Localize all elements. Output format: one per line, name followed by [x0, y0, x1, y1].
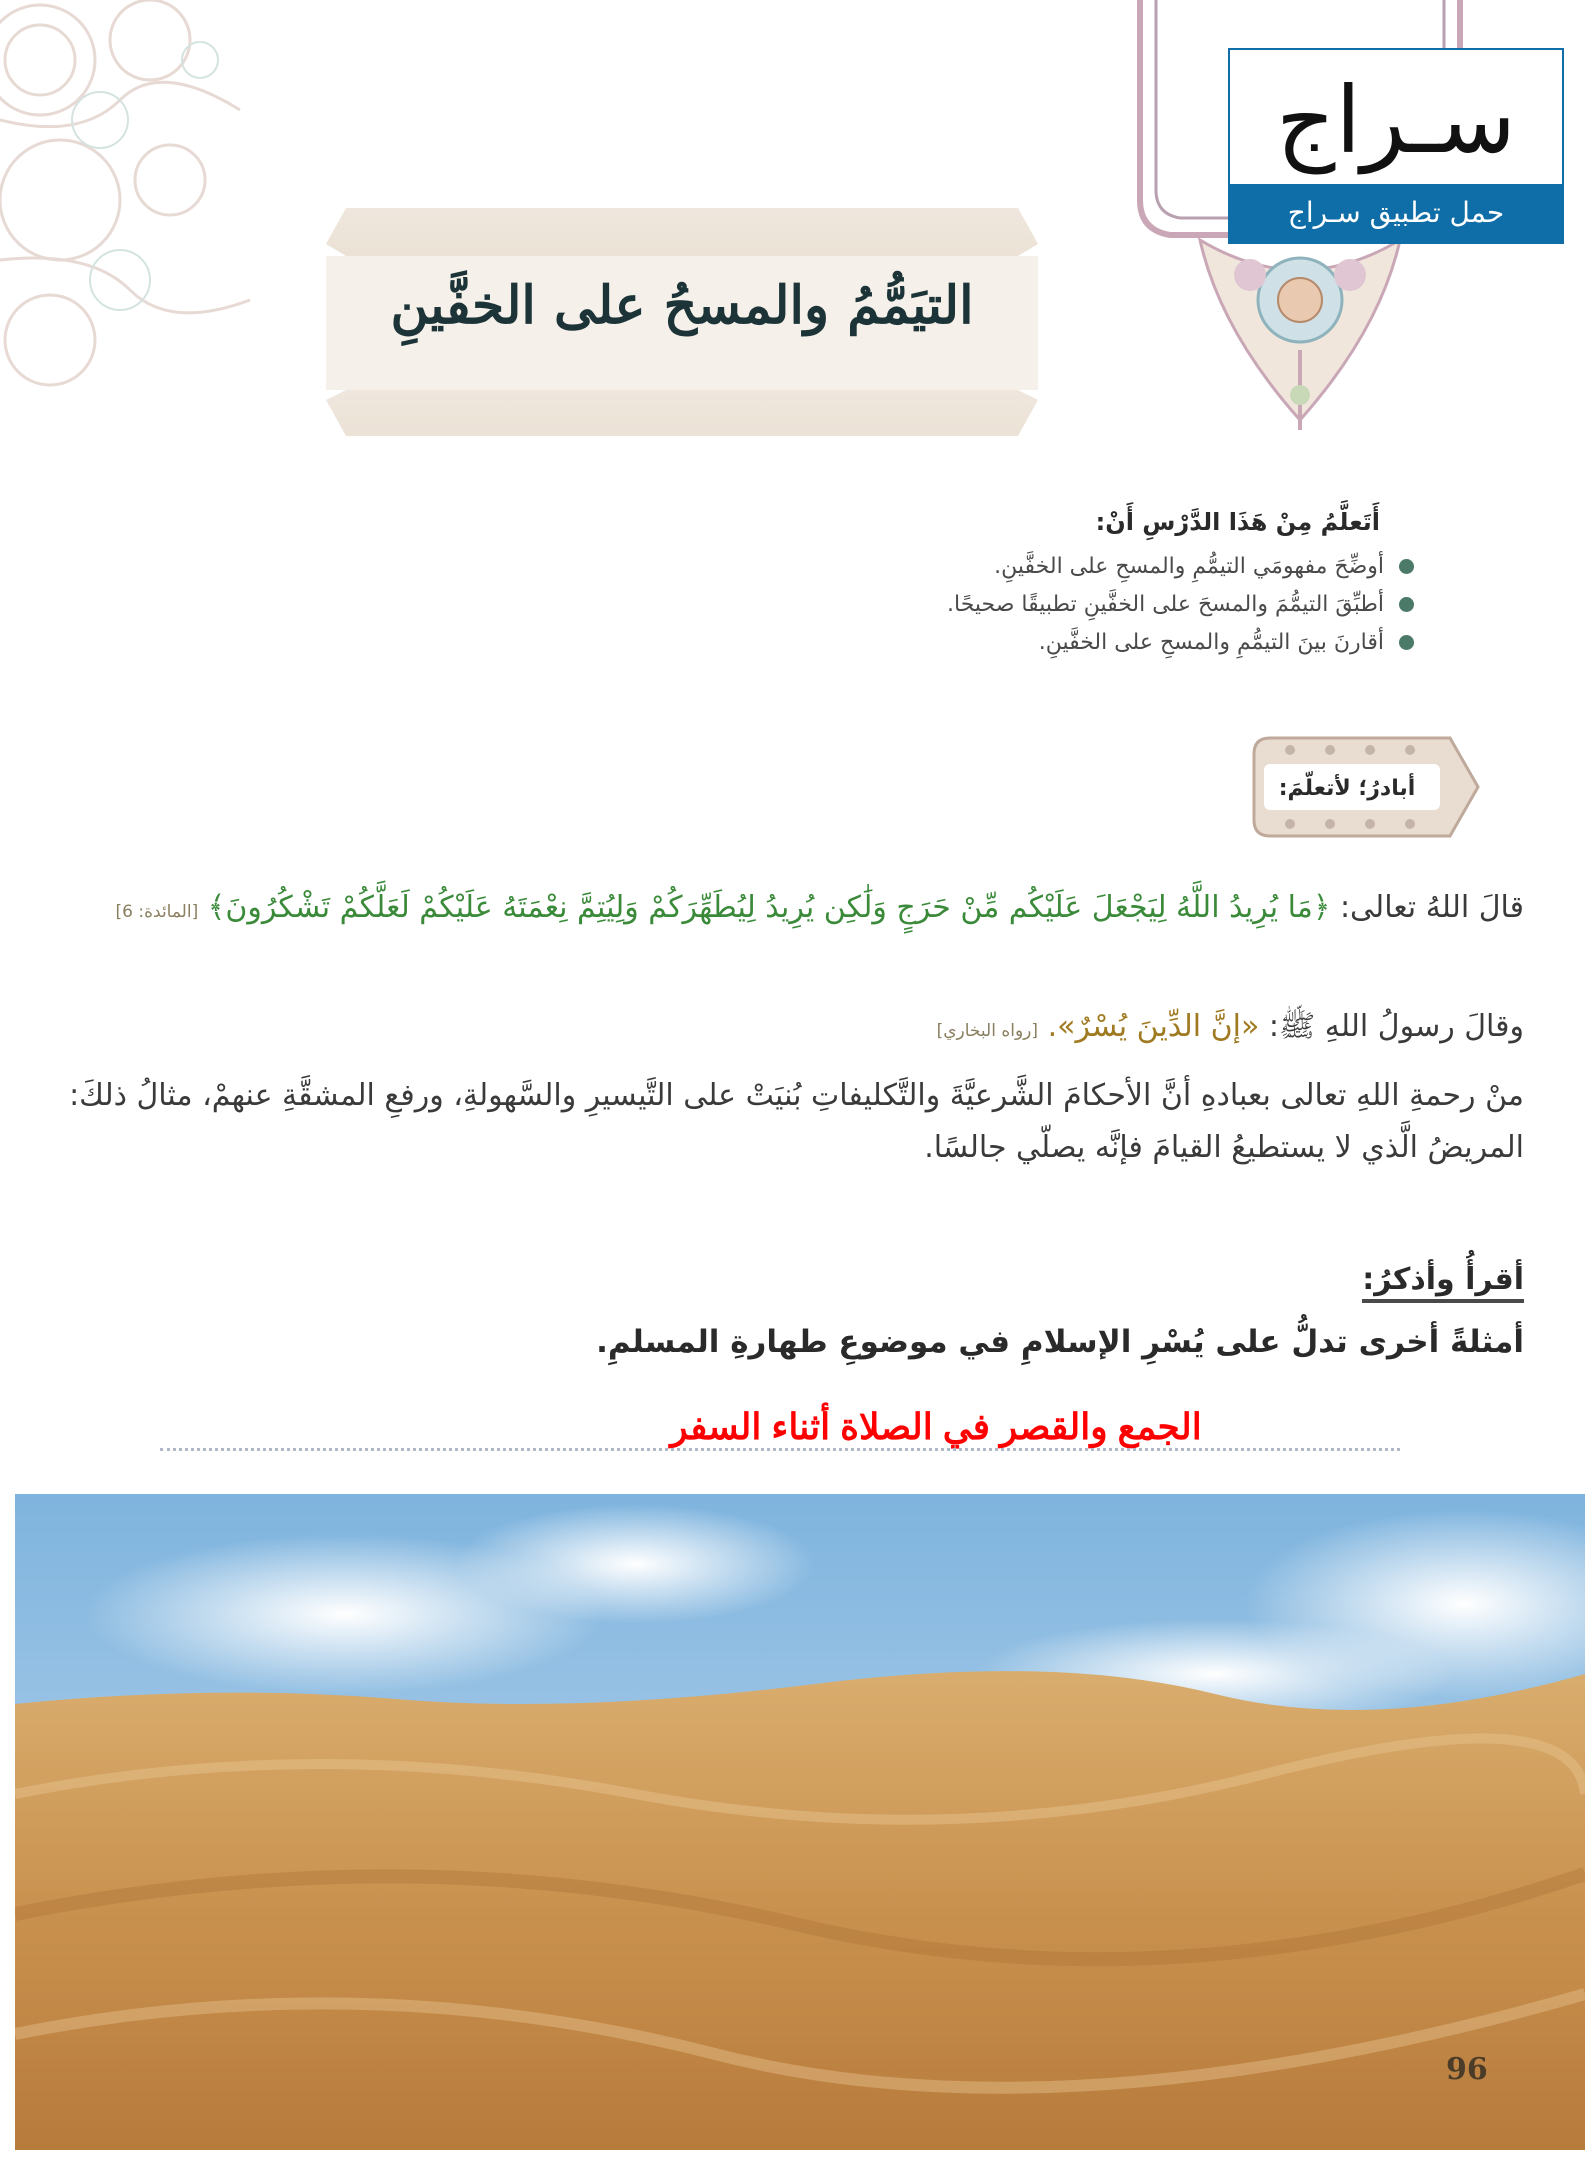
verse-text: ﴿مَا يُرِيدُ اللَّهُ لِيَجْعَلَ عَلَيْكُم مِّنْ حَرَجٍ وَلَٰكِن يُرِيدُ لِيُطَهِّرَكُمْ وَلِيُتِمَّ نِعْمَتَهُ عَلَيْكُمْ لَعَلَّكُمْ تَشْكُرُونَ﴾ — [207, 890, 1331, 925]
student-answer[interactable]: الجمع والقصر في الصلاة أثناء السفر — [670, 1406, 1202, 1447]
explanation-paragraph: منْ رحمةِ اللهِ تعالى بعبادهِ أنَّ الأحكامَ الشَّرعيَّةَ والتَّكليفاتِ بُنيَتْ على التَّيسيرِ والسَّهولةِ، ورفعِ المشقَّةِ عنهمْ، مثالُ ذلكَ: المريضُ الَّذي لا يستطيعُ القيامَ فإنَّه يصلّي جالسًا. — [69, 1078, 1524, 1165]
hadith-intro: وقالَ رسولُ اللهِ ﷺ: — [1259, 1009, 1524, 1044]
quran-verse — [40, 882, 1524, 938]
objective-item: أقارنَ بينَ التيمُّمِ والمسحِ على الخفَّينِ. — [947, 624, 1414, 662]
bullet-icon — [1399, 635, 1414, 650]
verse-intro: قالَ اللهُ تعالى: — [1330, 890, 1524, 925]
objectives-list — [947, 548, 1414, 662]
hadith — [40, 1002, 1524, 1056]
objective-item: أوضِّحَ مفهومَي التيمُّمِ والمسحِ على الخفَّينِ. — [947, 548, 1414, 586]
page-number: 96 — [1446, 2052, 1488, 2087]
logo-subtitle: حمل تطبيق سـراج — [1230, 184, 1562, 242]
objective-item: أطبِّقَ التيمُّمَ والمسحَ على الخفَّينِ تطبيقًا صحيحًا. — [947, 586, 1414, 624]
bullet-icon — [1399, 559, 1414, 574]
verse-reference: [المائدة: 6] — [115, 902, 199, 922]
siraj-logo[interactable] — [1228, 48, 1564, 244]
section-tag-label: أبادرُ؛ لأتعلّمَ: — [1278, 776, 1416, 801]
desert-image — [15, 1494, 1585, 2150]
arabesque-ornament — [0, 0, 260, 420]
activity-heading: أقرأُ وأذكرُ: — [1362, 1262, 1524, 1303]
lesson-title: التيَمُّمُ والمسحُ على الخفَّينِ — [390, 275, 974, 336]
logo-word: سـراج — [1276, 67, 1516, 174]
hadith-reference: [رواه البخاري] — [936, 1021, 1039, 1041]
answer-line — [160, 1448, 1400, 1451]
activity-question: أمثلةً أخرى تدلُّ على يُسْرِ الإسلامِ في موضوعِ طهارةِ المسلمِ. — [596, 1324, 1524, 1360]
objectives-heading: أَتَعلَّمُ مِنْ هَذَا الدَّرْسِ أَنْ: — [1095, 508, 1380, 536]
bullet-icon — [1399, 597, 1414, 612]
hadith-text: «إنَّ الدِّينَ يُسْرٌ». — [1047, 1009, 1260, 1044]
